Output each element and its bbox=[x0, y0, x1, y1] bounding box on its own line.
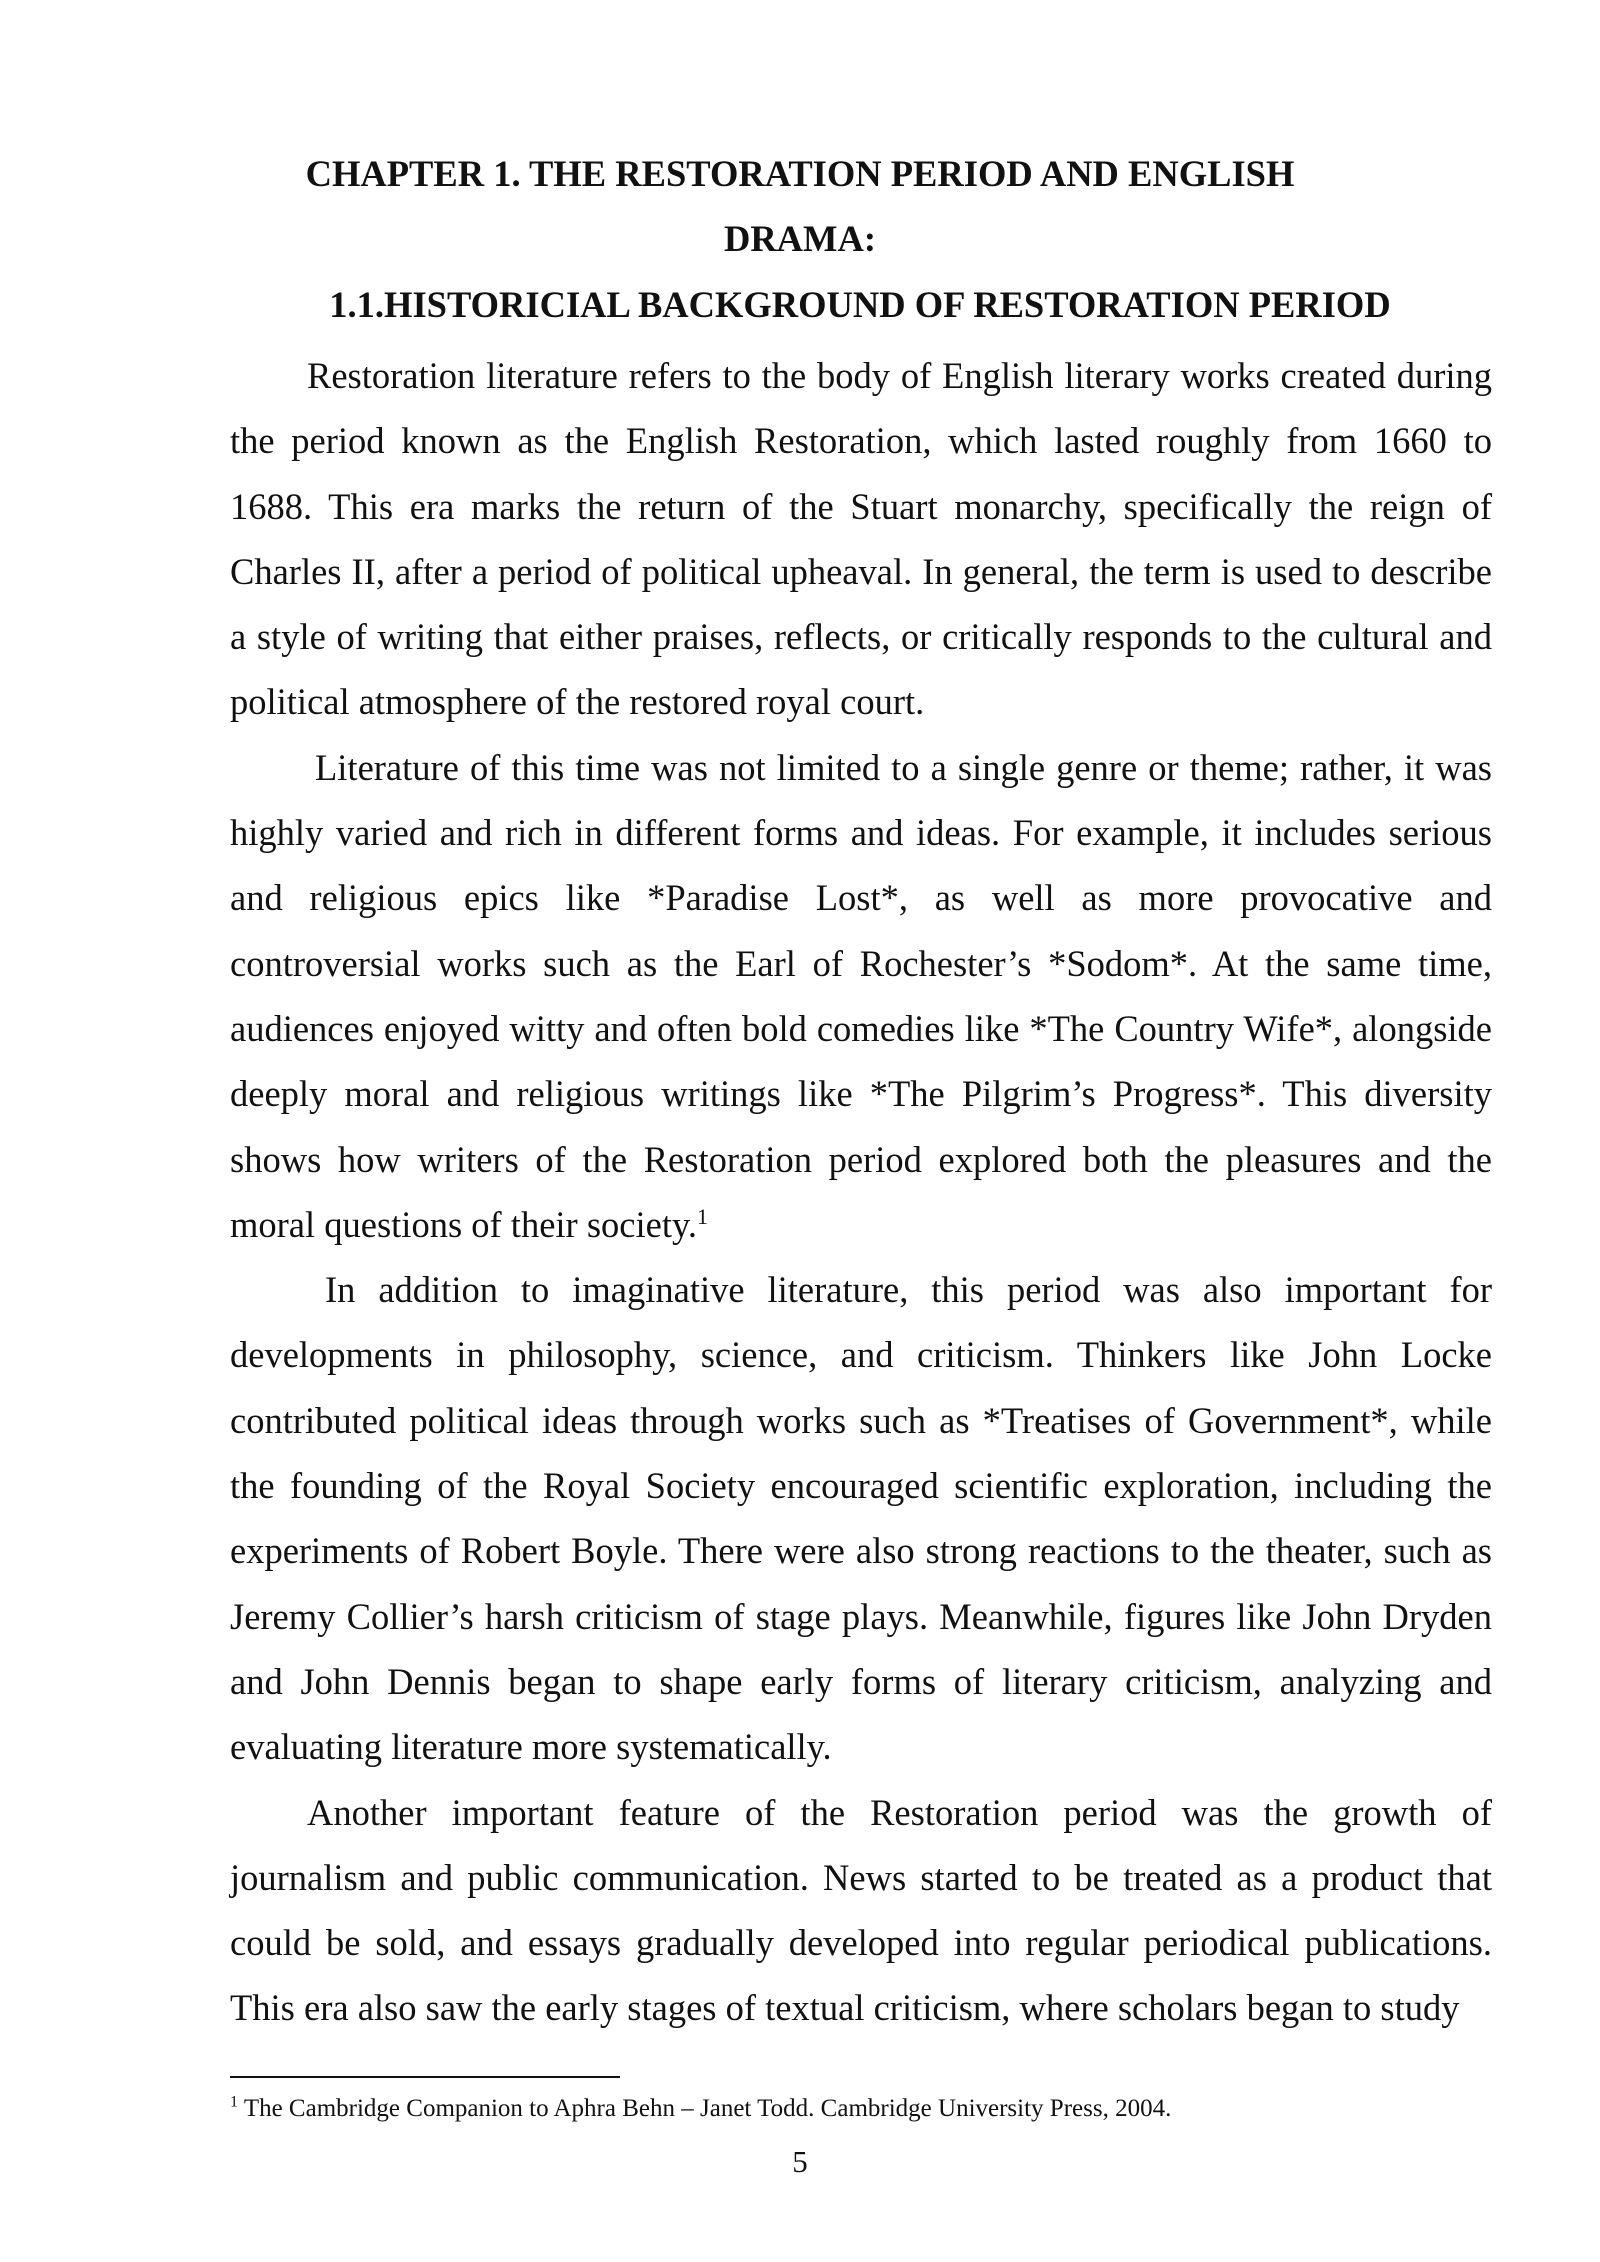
page-number: 5 bbox=[792, 2144, 808, 2179]
paragraph-3 bbox=[230, 1257, 1492, 1779]
paragraph-1-text: Restoration literature refers to the body of English literary works created during the period known as the English Restoration, which lasted roughly from 1660 to 1688. This era marks the return of the Stuart monarchy, specifically the reign of Charles II, after a period of political upheaval. In general, the term is used to describe a style of writing that either praises, reflects, or critically responds to the cultural and political atmosphere of the restored royal court. bbox=[230, 355, 1492, 723]
chapter-title-line-2: DRAMA: bbox=[723, 218, 877, 259]
footnote-reference[interactable]: 1 bbox=[696, 1203, 708, 1229]
paragraph-3-text: In addition to imaginative literature, this period was also important for developments in philosophy, science, and criticism. Thinkers like John Locke contributed political ideas through works such as *Treatises of Government*, while the founding of the Royal Society encouraged scientific exploration, including the experiments of Robert Boyle. There were also strong reactions to the theater, such as Jeremy Collier’s harsh criticism of stage plays. Meanwhile, figures like John Dryden and John Dennis began to shape early forms of literary criticism, analyzing and evaluating literature more systematically. bbox=[230, 1269, 1492, 1768]
chapter-title-line-1: CHAPTER 1. THE RESTORATION PERIOD AND ENGLISH bbox=[305, 153, 1295, 194]
footnote-text: The Cambridge Companion to Aphra Behn – Janet Todd. Cambridge University Press, 2004. bbox=[243, 2095, 1172, 2122]
paragraph-1 bbox=[230, 343, 1492, 735]
footnote bbox=[230, 2092, 1492, 2126]
paragraph-2-text: Literature of this time was not limited to a single genre or theme; rather, it was highly varied and rich in different forms and ideas. For example, it includes serious and religious epics like *Paradise Lost*, as well as more provocative and controversial works such as the Earl of Rochester’s *Sodom*. At the same time, audiences enjoyed witty and often bold comedies like *The Country Wife*, alongside deeply moral and religious writings like *The Pilgrim’s Progress*. This diversity shows how writers of the Restoration period explored both the pleasures and the moral questions of their society. bbox=[230, 746, 1492, 1245]
section-title: 1.1.HISTORICIAL BACKGROUND OF RESTORATION PERIOD bbox=[329, 284, 1391, 325]
footnote-mark: 1 bbox=[230, 2093, 238, 2111]
body-text bbox=[230, 343, 1492, 2041]
paragraph-2 bbox=[230, 735, 1492, 1257]
footnote-separator bbox=[230, 2076, 620, 2078]
paragraph-4-text: Another important feature of the Restoration period was the growth of journalism and public communication. News started to be treated as a product that could be sold, and essays gradually developed into regular periodical publications. This era also saw the early stages of textual criticism, where scholars began to study bbox=[230, 1791, 1492, 2029]
paragraph-4 bbox=[230, 1780, 1492, 2041]
